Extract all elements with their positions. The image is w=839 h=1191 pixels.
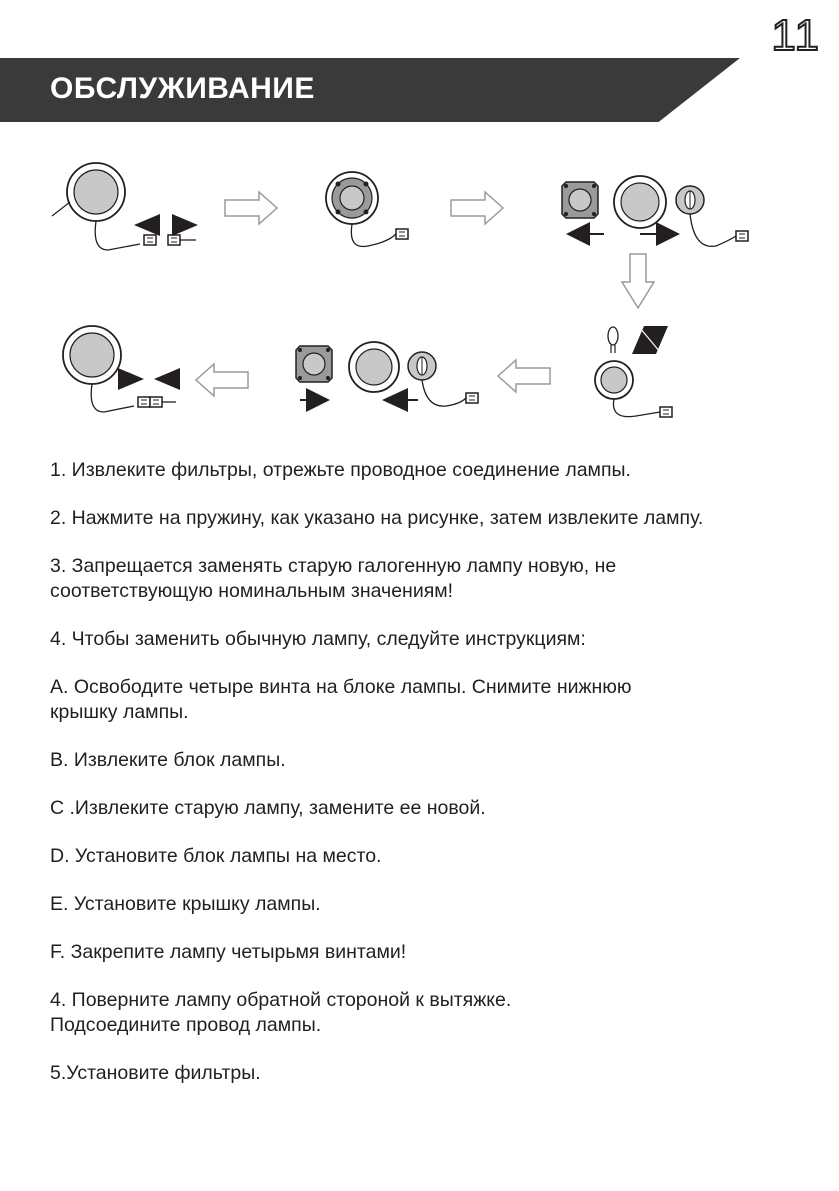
lamp-with-connector-icon — [52, 163, 198, 250]
flow-arrow-left-icon — [196, 364, 248, 396]
instruction-2: 2. Нажмите на пружину, как указано на рисунке, затем извлеките лампу. — [50, 507, 704, 529]
halogen-bulb-icon — [595, 326, 672, 417]
instruction-b: B. Извлеките блок лампы. — [50, 749, 286, 771]
maintenance-diagram — [0, 150, 839, 440]
flow-arrow-icon — [225, 192, 277, 224]
instruction-c: C .Извлеките старую лампу, замените ее новой. — [50, 797, 486, 819]
instruction-5: 5.Установите фильтры. — [50, 1062, 261, 1084]
lamp-exploded-icon — [562, 176, 748, 246]
instruction-f: F. Закрепите лампу четырьмя винтами! — [50, 941, 407, 963]
lamp-reconnect-icon — [63, 326, 180, 412]
instruction-a-cont: крышку лампы. — [50, 701, 189, 723]
instruction-4b: 4. Поверните лампу обратной стороной к вытяжке. — [50, 989, 512, 1011]
instruction-e: E. Установите крышку лампы. — [50, 893, 321, 915]
flow-arrow-left-icon — [498, 360, 550, 392]
instruction-3-cont: соответствующую номинальным значениям! — [50, 580, 454, 602]
instructions-list — [50, 458, 820, 1086]
flow-arrow-icon — [451, 192, 503, 224]
instruction-1: 1. Извлеките фильтры, отрежьте проводное соединение лампы. — [50, 459, 631, 481]
instruction-3: 3. Запрещается заменять старую галогенную лампу новую, не — [50, 555, 617, 577]
page-number: 11 — [771, 11, 821, 60]
instruction-a: A. Освободите четыре винта на блоке лампы. Снимите нижнюю — [50, 676, 632, 698]
lamp-assemble-icon — [296, 342, 478, 412]
page-title: ОБСЛУЖИВАНИЕ — [50, 72, 315, 105]
instruction-d: D. Установите блок лампы на место. — [50, 845, 382, 867]
flow-arrow-down-icon — [622, 254, 654, 308]
lamp-back-spring-icon — [326, 172, 408, 247]
instruction-4: 4. Чтобы заменить обычную лампу, следуйте инструкциям: — [50, 628, 586, 650]
instruction-4b-cont: Подсоедините провод лампы. — [50, 1014, 322, 1036]
